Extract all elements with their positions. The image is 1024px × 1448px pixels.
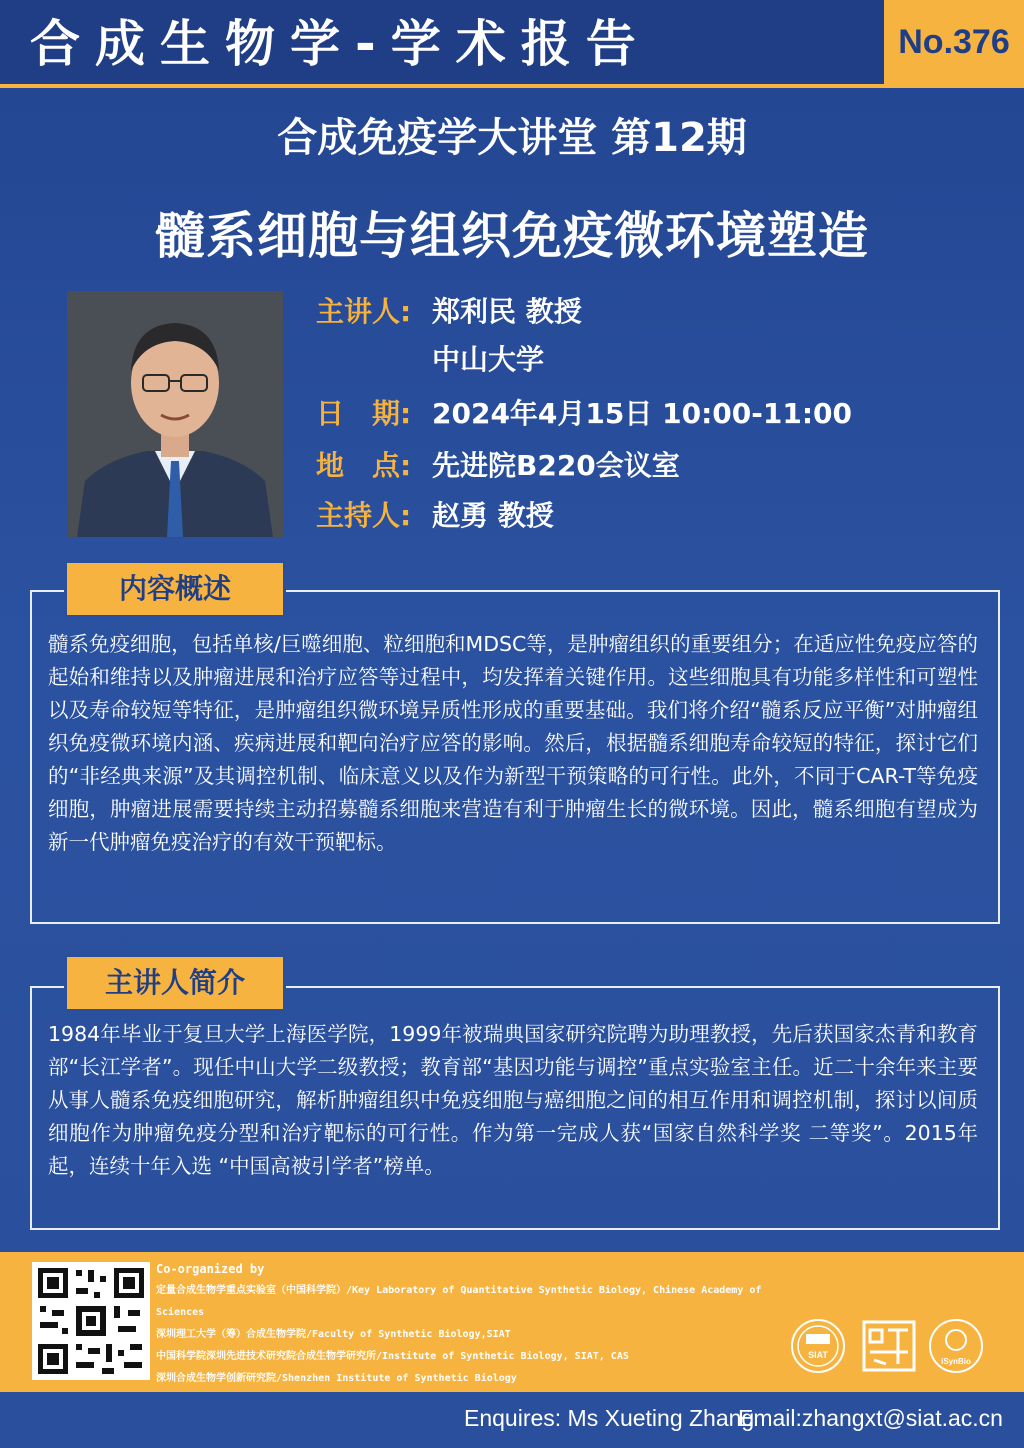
- email-contact[interactable]: Email:zhangxt@siat.ac.cn: [738, 1405, 1003, 1431]
- date-row: [316, 394, 852, 434]
- issue-number: No.376: [884, 0, 1024, 84]
- speaker-photo: [67, 291, 283, 537]
- org-line: 定量合成生物学重点实验室（中国科学院）/Key Laboratory of Quantitative Synthetic Biology, Chinese Academy of Sciences: [156, 1285, 762, 1318]
- speaker-portrait-icon: [67, 291, 283, 537]
- series-title: 合成免疫学大讲堂 第12期: [277, 115, 747, 161]
- host-label: 主持人:: [316, 499, 412, 532]
- host-row: [316, 496, 554, 536]
- org-line: 深圳合成生物学创新研究院/Shenzhen Institute of Synthetic Biology: [156, 1373, 517, 1384]
- summary-text: 髓系免疫细胞，包括单核/巨噬细胞、粒细胞和MDSC等，是肿瘤组织的重要组分；在适应性免疫应答的起始和维持以及肿瘤进展和治疗应答等过程中，均发挥着关键作用。这些细胞具有功能多样性和可塑性以及寿命较短等特征，是肿瘤组织微环境异质性形成的重要基础。我们将介绍“髓系反应平衡”对肿瘤组织免疫微环境内涵、疾病进展和靶向治疗应答的影响。然后，根据髓系细胞寿命较短的特征，探讨它们的“非经典来源”及其调控机制、临床意义以及作为新型干预策略的可行性。此外，不同于CAR-T等免疫细胞，肿瘤进展需要持续主动招募髓系细胞来营造有利于肿瘤生长的微环境。因此，髓系细胞有望成为新一代肿瘤免疫治疗的有效干预靶标。: [48, 632, 978, 854]
- siat-logo-icon: [790, 1318, 1000, 1374]
- logos: [790, 1318, 1000, 1374]
- svg-text:SIAT: SIAT: [808, 1350, 828, 1360]
- org-line: 中国科学院深圳先进技术研究院合成生物学研究所/Institute of Synthetic Biology, SIAT, CAS: [156, 1351, 629, 1362]
- speaker-affiliation: 中山大学: [432, 343, 545, 376]
- venue-value: 先进院B220会议室: [432, 449, 680, 482]
- speaker-row: [316, 292, 582, 332]
- header-band: [0, 0, 1024, 88]
- summary-tab: 内容概述: [64, 560, 286, 618]
- venue-row: [316, 446, 680, 486]
- org-line: 深圳理工大学（筹）合成生物学院/Faculty of Synthetic Biology,SIAT: [156, 1329, 511, 1340]
- bio-tab: 主讲人简介: [64, 954, 286, 1012]
- header-title: 合成生物学-学术报告: [30, 15, 651, 73]
- bio-text: 1984年毕业于复旦大学上海医学院，1999年被瑞典国家研究院聘为助理教授，先后获国家杰青和教育部“长江学者”。现任中山大学二级教授；教育部“基因功能与调控”重点实验室主任。近二十余年来主要从事人髓系免疫细胞研究，解析肿瘤组织中免疫细胞与癌细胞之间的相互作用和调控机制，探讨以间质细胞作为肿瘤免疫分型和治疗靶标的可行性。作为第一完成人获“国家自然科学奖 二等奖”。2015年起，连续十年入选 “中国高被引学者”榜单。: [48, 1022, 978, 1178]
- enquiries-contact: Enquires: Ms Xueting Zhang: [464, 1405, 755, 1431]
- qr-code[interactable]: [32, 1262, 150, 1380]
- host-value: 赵勇 教授: [432, 499, 554, 532]
- date-value: 2024年4月15日 10:00-11:00: [432, 397, 853, 430]
- speaker-name: 郑利民 教授: [432, 295, 582, 328]
- date-label: 日 期:: [316, 397, 412, 430]
- co-organizers-title: Co-organized by: [156, 1262, 265, 1276]
- co-organizers: [156, 1258, 776, 1384]
- talk-title: 髓系细胞与组织免疫微环境塑造: [155, 207, 869, 265]
- venue-label: 地 点:: [316, 449, 412, 482]
- speaker-label: 主讲人:: [316, 295, 412, 328]
- svg-text:iSynBio: iSynBio: [941, 1357, 971, 1366]
- affiliation-row: [316, 340, 544, 380]
- qr-code-icon: [32, 1262, 150, 1380]
